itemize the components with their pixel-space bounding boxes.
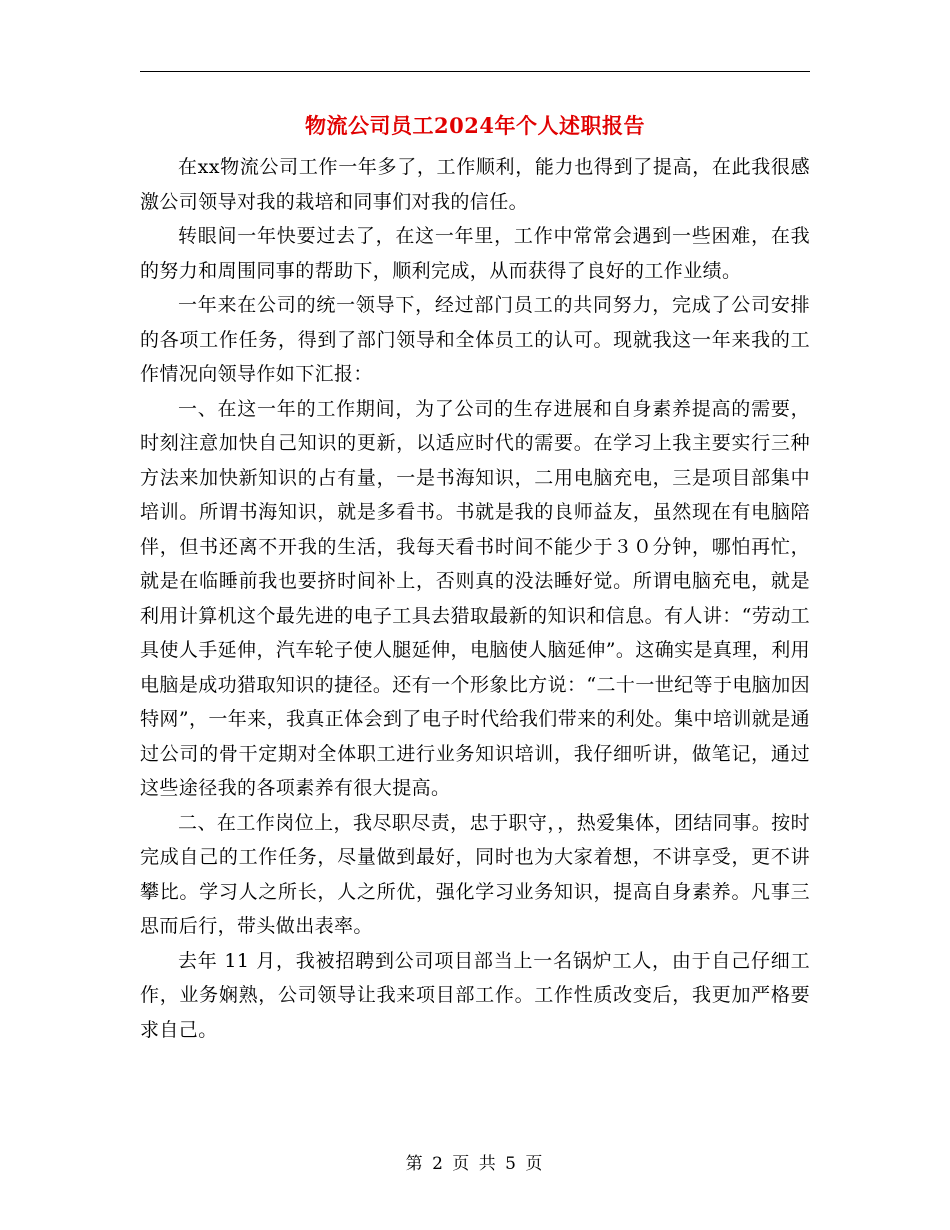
header-rule: [140, 71, 810, 72]
page-number-footer: 第 2 页 共 5 页: [405, 1154, 545, 1174]
paragraph-intro: 在xx物流公司工作一年多了，工作顺利，能力也得到了提高，在此我很感激公司领导对我的栽培和同事们对我的信任。: [140, 156, 810, 213]
paragraph-year-review: 转眼间一年快要过去了，在这一年里，工作中常常会遇到一些困难，在我的努力和周围同事的帮助下，顺利完成，从而获得了良好的工作业绩。: [140, 225, 810, 282]
paragraph-report-intro: 一年来在公司的统一领导下，经过部门员工的共同努力，完成了公司安排的各项工作任务，得到了部门领导和全体员工的认可。现就我这一年来我的工作情况向领导作如下汇报：: [140, 294, 810, 385]
paragraph-last-november: 去年 11 月，我被招聘到公司项目部当上一名锅炉工人，由于自己仔细工作，业务娴熟，公司领导让我来项目部工作。工作性质改变后，我更加严格要求自己。: [140, 949, 810, 1041]
document-title: 物流公司员工2024年个人述职报告: [305, 113, 645, 138]
document-body: [140, 150, 810, 1047]
paragraph-section-one: 一、在这一年的工作期间，为了公司的生存进展和自身素养提高的需要，时刻注意加快自己知识的更新，以适应时代的需要。在学习上我主要实行三种方法来加快新知识的占有量，一是书海知识，二用电脑充电，三是项目部集中培训。所谓书海知识，就是多看书。书就是我的良师益友，虽然现在有电脑陪伴，但书还离不开我的生活，我每天看书时间不能少于３０分钟，哪怕再忙，就是在临睡前我也要挤时间补上，否则真的没法睡好觉。所谓电脑充电，就是利用计算机这个最先进的电子工具去猎取最新的知识和信息。有人讲：“劳动工具使人手延伸，汽车轮子使人腿延伸，电脑使人脑延伸”。这确实是真理，利用电脑是成功猎取知识的捷径。还有一个形象比方说：“二十一世纪等于电脑加因特网”，一年来，我真正体会到了电子时代给我们带来的利处。集中培训就是通过公司的骨干定期对全体职工进行业务知识培训，我仔细听讲，做笔记，通过这些途径我的各项素养有很大提高。: [140, 397, 810, 799]
paragraph-section-two: 二、在工作岗位上，我尽职尽责，忠于职守，，热爱集体，团结同事。按时完成自己的工作任务，尽量做到最好，同时也为大家着想，不讲享受，更不讲攀比。学习人之所长，人之所优，强化学习业务知识，提高自身素养。凡事三思而后行，带头做出表率。: [140, 811, 810, 937]
